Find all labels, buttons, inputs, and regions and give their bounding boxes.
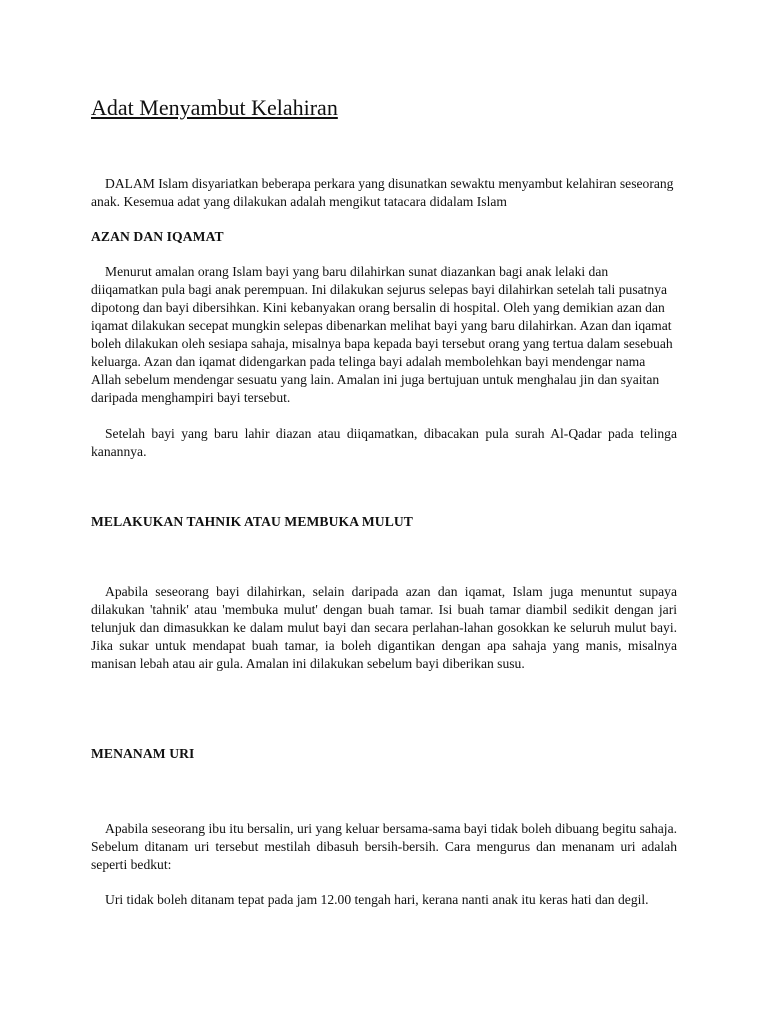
paragraph-azan-iqamat-2: Setelah bayi yang baru lahir diazan atau diiqamatkan, dibacakan pula surah Al-Qadar pada telinga kanannya. <box>91 426 677 459</box>
document-title: Adat Menyambut Kelahiran <box>91 95 338 120</box>
paragraph-azan-iqamat-1: Menurut amalan orang Islam bayi yang baru dilahirkan sunat diazankan bagi anak lelaki dan diiqamatkan pula bagi anak perempuan. Ini dilakukan sejurus selepas bayi dilahirkan setelah tali pusatnya dipotong dan bayi dibersihkan. Kini kebanyakan orang bersalin di hospital. Oleh yang demikian azan dan iqamat dilakukan secepat mungkin selepas dibenarkan melihat bayi yang baru dilahirkan. Azan dan iqamat boleh dilakukan oleh sesiapa sahaja, misalnya bapa kepada bayi tersebut orang yang tertua dalam sesebuah keluarga. Azan dan iqamat didengarkan pada telinga bayi adalah membolehkan bayi mendengar nama Allah sebelum mendengar sesuatu yang lain. Amalan ini juga bertujuan untuk menghalau jin dan syaitan daripada menghampiri bayi tersebut. <box>91 264 673 405</box>
intro-paragraph: DALAM Islam disyariatkan beberapa perkara yang disunatkan sewaktu menyambut kelahiran seseorang anak. Kesemua adat yang dilakukan adalah mengikut tatacara didalam Islam <box>91 176 674 209</box>
section-heading-azan-iqamat: AZAN DAN IQAMAT <box>91 229 224 244</box>
paragraph-tahnik-1: Apabila seseorang bayi dilahirkan, selain daripada azan dan iqamat, Islam juga menuntut supaya dilakukan 'tahnik' atau 'membuka mulut' dengan buah tamar. Isi buah tamar diambil sedikit dengan jari telunjuk dan dimasukkan ke dalam mulut bayi dan secara perlahan-lahan gosokkan ke seluruh mulut bayi. Jika sukar untuk mendapat buah tamar, ia boleh digantikan dengan apa sahaja yang manis, misalnya manisan lebah atau air gula. Amalan ini dilakukan sebelum bayi diberikan susu. <box>91 584 677 671</box>
section-heading-menanam-uri: MENANAM URI <box>91 746 195 761</box>
paragraph-menanam-uri-2: Uri tidak boleh ditanam tepat pada jam 12.00 tengah hari, kerana nanti anak itu keras hati dan degil. <box>105 892 649 907</box>
paragraph-menanam-uri-1: Apabila seseorang ibu itu bersalin, uri yang keluar bersama-sama bayi tidak boleh dibuang begitu sahaja. Sebelum ditanam uri tersebut mestilah dibasuh bersih-bersih. Cara mengurus dan menanam uri adalah seperti bedkut: <box>91 821 677 872</box>
section-heading-tahnik: MELAKUKAN TAHNIK ATAU MEMBUKA MULUT <box>91 514 413 529</box>
